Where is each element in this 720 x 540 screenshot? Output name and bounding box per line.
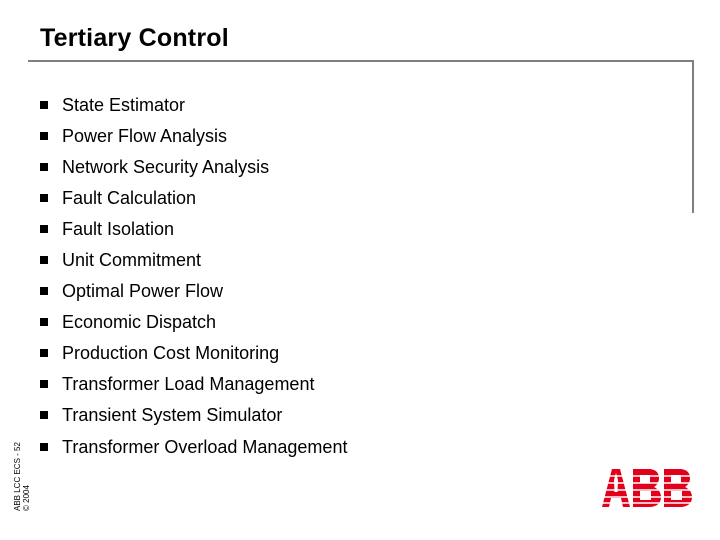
title-divider (28, 60, 694, 62)
bullet-list (40, 89, 347, 462)
square-bullet-icon (40, 380, 48, 388)
square-bullet-icon (40, 194, 48, 202)
square-bullet-icon (40, 287, 48, 295)
bullet-text: Optimal Power Flow (62, 281, 224, 302)
square-bullet-icon (40, 349, 48, 357)
list-item (40, 276, 347, 307)
footer-code: ABB LCC ECS - 52 (13, 442, 22, 511)
bullet-text: Power Flow Analysis (62, 125, 228, 146)
list-item (40, 338, 347, 369)
title-divider-right (692, 60, 694, 213)
list-item (40, 182, 347, 213)
list-item (40, 369, 347, 400)
list-item (40, 213, 347, 244)
footer-note (13, 411, 31, 511)
bullet-text: Economic Dispatch (62, 312, 217, 333)
bullet-text: Fault Isolation (62, 218, 175, 239)
list-item (40, 89, 347, 120)
bullet-text: Network Security Analysis (62, 156, 270, 177)
square-bullet-icon (40, 411, 48, 419)
square-bullet-icon (40, 443, 48, 451)
square-bullet-icon (40, 132, 48, 140)
square-bullet-icon (40, 101, 48, 109)
square-bullet-icon (40, 318, 48, 326)
square-bullet-icon (40, 163, 48, 171)
slide-title: Tertiary Control (40, 24, 229, 52)
square-bullet-icon (40, 225, 48, 233)
abb-logo (600, 468, 694, 508)
bullet-text: Unit Commitment (62, 250, 202, 271)
list-item (40, 307, 347, 338)
list-item (40, 400, 347, 431)
square-bullet-icon (40, 256, 48, 264)
list-item (40, 151, 347, 182)
bullet-text: Transient System Simulator (62, 405, 283, 426)
bullet-text: Production Cost Monitoring (62, 343, 280, 364)
list-item (40, 431, 347, 462)
bullet-text: Fault Calculation (62, 187, 197, 208)
list-item (40, 244, 347, 275)
bullet-text: Transformer Load Management (62, 374, 315, 395)
footer-copyright: © 2004 (22, 485, 31, 511)
bullet-text: State Estimator (62, 94, 186, 115)
bullet-text: Transformer Overload Management (62, 436, 348, 457)
list-item (40, 120, 347, 151)
